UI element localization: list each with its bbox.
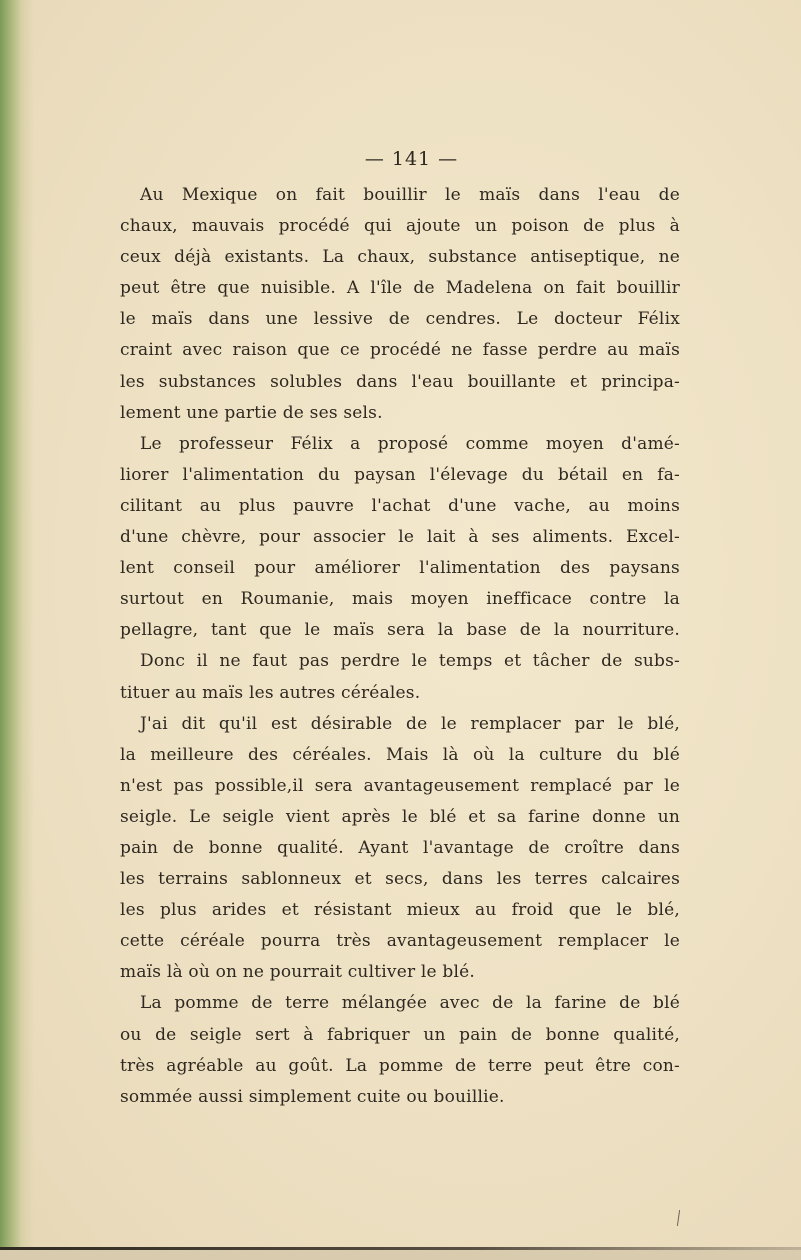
- text-line: surtout en Roumanie, mais moyen inefficace contre la: [120, 589, 680, 610]
- text-line: cette céréale pourra très avantageusement remplacer le: [120, 931, 680, 952]
- ink-mark: [677, 1210, 680, 1226]
- text-line: les plus arides et résistant mieux au froid que le blé,: [120, 900, 680, 921]
- text-line: le maïs dans une lessive de cendres. Le docteur Félix: [120, 309, 680, 330]
- text-line: lement une partie de ses sels.: [120, 402, 383, 423]
- text-line: sommée aussi simplement cuite ou bouillie.: [120, 1086, 505, 1107]
- text-line: peut être que nuisible. A l'île de Madelena on fait bouillir: [120, 278, 680, 299]
- text-line: craint avec raison que ce procédé ne fasse perdre au maïs: [120, 340, 680, 361]
- text-line: liorer l'alimentation du paysan l'élevage du bétail en fa-: [120, 464, 680, 485]
- binding-edge: [0, 0, 34, 1260]
- text-line: chaux, mauvais procédé qui ajoute un poison de plus à: [120, 216, 680, 237]
- text-line: lent conseil pour améliorer l'alimentation des paysans: [120, 558, 680, 579]
- text-line: la meilleure des céréales. Mais là où la culture du blé: [120, 744, 680, 765]
- text-line: Au Mexique on fait bouillir le maïs dans l'eau de: [140, 185, 680, 205]
- text-line: Donc il ne faut pas perdre le temps et tâcher de subs-: [140, 651, 680, 672]
- text-line: seigle. Le seigle vient après le blé et sa farine donne un: [120, 806, 680, 827]
- text-line: cilitant au plus pauvre l'achat d'une vache, au moins: [120, 495, 680, 516]
- text-line: J'ai dit qu'il est désirable de le remplacer par le blé,: [140, 713, 680, 734]
- text-line: très agréable au goût. La pomme de terre peut être con-: [120, 1055, 680, 1076]
- text-line: pellagre, tant que le maïs sera la base de la nourriture.: [120, 620, 680, 641]
- page-number: — 141 —: [364, 148, 459, 170]
- text-line: Le professeur Félix a proposé comme moyen d'amé-: [140, 433, 680, 454]
- text-line: ceux déjà existants. La chaux, substance antiseptique, ne: [120, 247, 680, 268]
- text-line: n'est pas possible,il sera avantageusement remplacé par le: [120, 775, 680, 796]
- text-line: d'une chèvre, pour associer le lait à ses aliments. Excel-: [120, 527, 680, 548]
- text-line: les terrains sablonneux et secs, dans les terres calcaires: [120, 869, 680, 890]
- text-line: La pomme de terre mélangée avec de la farine de blé: [140, 993, 680, 1014]
- text-line: les substances solubles dans l'eau bouillante et principa-: [120, 371, 680, 392]
- text-line: ou de seigle sert à fabriquer un pain de bonne qualité,: [120, 1024, 680, 1045]
- text-line: maïs là où on ne pourrait cultiver le blé.: [120, 962, 475, 983]
- text-line: pain de bonne qualité. Ayant l'avantage de croître dans: [120, 837, 680, 858]
- page-bottom-strip: [0, 1250, 801, 1260]
- body-text: [120, 180, 680, 1113]
- text-line: tituer au maïs les autres céréales.: [120, 682, 421, 703]
